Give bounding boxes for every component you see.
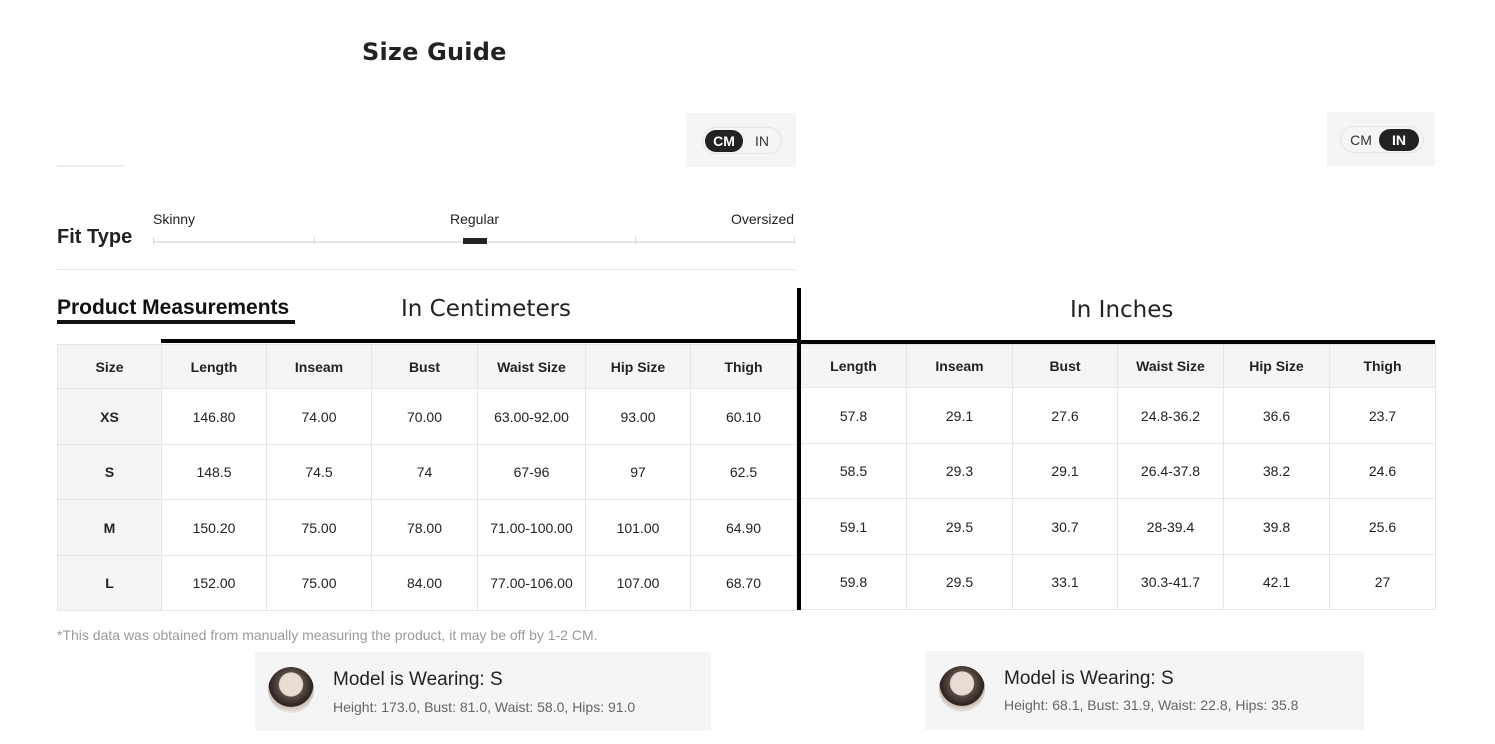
table-cell: 38.2 (1224, 444, 1330, 499)
table-cell: 75.00 (267, 500, 372, 556)
table-cell: 42.1 (1224, 555, 1330, 610)
unit-option-in[interactable]: IN (1379, 129, 1419, 151)
unit-toggle-cm-panel (686, 113, 796, 167)
table-cell: 27.6 (1013, 388, 1118, 444)
size-label: M (58, 500, 162, 556)
table-cell: 59.1 (801, 499, 907, 555)
table-cell: 68.70 (691, 556, 797, 611)
column-header-thigh: Thigh (1330, 345, 1436, 388)
table-cell: 97 (586, 445, 691, 500)
table-cell: 27 (1330, 555, 1436, 610)
model-height: Height: 68.1, (1004, 697, 1084, 713)
fit-option-oversized: Oversized (731, 211, 795, 227)
size-table-cm (57, 344, 797, 611)
column-header-hip-size: Hip Size (1224, 345, 1330, 388)
table-cell: 62.5 (691, 445, 797, 500)
model-height: Height: 173.0, (333, 699, 421, 715)
table-row (801, 555, 1436, 610)
table-cell: 58.5 (801, 444, 907, 499)
table-cell: 39.8 (1224, 499, 1330, 555)
table-cell: 30.7 (1013, 499, 1118, 555)
table-cell: 63.00-92.00 (478, 389, 586, 445)
tab-product-measurements[interactable]: Product Measurements (57, 296, 290, 319)
table-cell: 71.00-100.00 (478, 500, 586, 556)
fit-scale-marker (463, 238, 487, 244)
unit-option-in[interactable]: IN (755, 133, 769, 149)
unit-toggle-in-panel (1327, 112, 1435, 166)
table-cell: 146.80 (162, 389, 267, 445)
model-info-card-cm (255, 652, 711, 731)
fit-scale-tick (314, 237, 315, 244)
size-label: L (58, 556, 162, 611)
column-header-waist-size: Waist Size (1118, 345, 1224, 388)
fit-type-label: Fit Type (57, 226, 133, 248)
table-cell: 64.90 (691, 500, 797, 556)
size-label: XS (58, 389, 162, 445)
cm-section-rule (161, 339, 799, 343)
table-cell: 29.1 (1013, 444, 1118, 499)
table-row (58, 445, 797, 500)
table-row (801, 388, 1436, 444)
model-avatar (268, 667, 314, 713)
table-cell: 148.5 (162, 445, 267, 500)
model-stats (333, 699, 635, 715)
table-cell: 67-96 (478, 445, 586, 500)
column-header-thigh: Thigh (691, 345, 797, 389)
table-cell: 93.00 (586, 389, 691, 445)
section-title-centimeters: In Centimeters (401, 296, 572, 322)
size-label: S (58, 445, 162, 500)
table-cell: 24.8-36.2 (1118, 388, 1224, 444)
table-cell: 60.10 (691, 389, 797, 445)
section-title-inches: In Inches (1070, 297, 1174, 323)
unit-toggle (702, 127, 782, 154)
model-avatar (939, 666, 985, 712)
table-cell: 33.1 (1013, 555, 1118, 610)
table-cell: 78.00 (372, 500, 478, 556)
model-info-card-in (925, 651, 1364, 730)
column-header-length: Length (162, 345, 267, 389)
table-cell: 59.8 (801, 555, 907, 610)
table-cell: 30.3-41.7 (1118, 555, 1224, 610)
model-stats (1004, 697, 1298, 713)
column-header-hip-size: Hip Size (586, 345, 691, 389)
table-cell: 101.00 (586, 500, 691, 556)
table-cell: 29.5 (907, 555, 1013, 610)
section-divider (57, 269, 796, 270)
table-cell: 36.6 (1224, 388, 1330, 444)
model-waist: Waist: 58.0, (494, 699, 569, 715)
table-cell: 74.5 (267, 445, 372, 500)
table-cell: 24.6 (1330, 444, 1436, 499)
column-header-inseam: Inseam (267, 345, 372, 389)
model-bust: Bust: 81.0, (424, 699, 491, 715)
table-row (58, 389, 797, 445)
column-header-bust: Bust (372, 345, 478, 389)
table-cell: 74.00 (267, 389, 372, 445)
table-row (801, 499, 1436, 555)
fit-option-regular: Regular (450, 211, 500, 227)
table-cell: 57.8 (801, 388, 907, 444)
model-hips: Hips: 91.0 (572, 699, 636, 715)
fit-option-skinny: Skinny (153, 211, 196, 227)
column-header-bust: Bust (1013, 345, 1118, 388)
model-size-title: Model is Wearing: S (1004, 668, 1174, 689)
model-size-title: Model is Wearing: S (333, 669, 503, 690)
table-cell: 75.00 (267, 556, 372, 611)
column-header-size: Size (58, 345, 162, 389)
unit-toggle (1340, 126, 1424, 153)
table-cell: 28-39.4 (1118, 499, 1224, 555)
table-cell: 70.00 (372, 389, 478, 445)
table-cell: 25.6 (1330, 499, 1436, 555)
unit-option-cm[interactable]: CM (705, 130, 743, 152)
table-cell: 150.20 (162, 500, 267, 556)
table-cell: 74 (372, 445, 478, 500)
size-table-in (800, 344, 1436, 610)
table-cell: 77.00-106.00 (478, 556, 586, 611)
column-header-length: Length (801, 345, 907, 388)
column-header-waist-size: Waist Size (478, 345, 586, 389)
model-hips: Hips: 35.8 (1235, 697, 1299, 713)
table-cell: 84.00 (372, 556, 478, 611)
table-cell: 29.5 (907, 499, 1013, 555)
table-cell: 23.7 (1330, 388, 1436, 444)
fit-scale-tick (794, 237, 795, 244)
fit-scale-tick (153, 237, 154, 244)
measurement-note: *This data was obtained from manually measuring the product, it may be off by 1-2 CM. (57, 627, 598, 643)
table-cell: 26.4-37.8 (1118, 444, 1224, 499)
model-bust: Bust: 31.9, (1087, 697, 1155, 713)
table-row (801, 444, 1436, 499)
table-cell: 29.1 (907, 388, 1013, 444)
fit-scale-tick (635, 237, 636, 244)
table-cell: 107.00 (586, 556, 691, 611)
tab-active-underline (57, 320, 295, 324)
unit-option-cm[interactable]: CM (1350, 132, 1372, 148)
table-row (58, 556, 797, 611)
table-cell: 152.00 (162, 556, 267, 611)
table-cell: 29.3 (907, 444, 1013, 499)
page-title: Size Guide (362, 38, 507, 66)
decorative-divider (57, 165, 125, 167)
section-separator (797, 288, 801, 610)
table-row (58, 500, 797, 556)
model-waist: Waist: 22.8, (1158, 697, 1232, 713)
column-header-inseam: Inseam (907, 345, 1013, 388)
